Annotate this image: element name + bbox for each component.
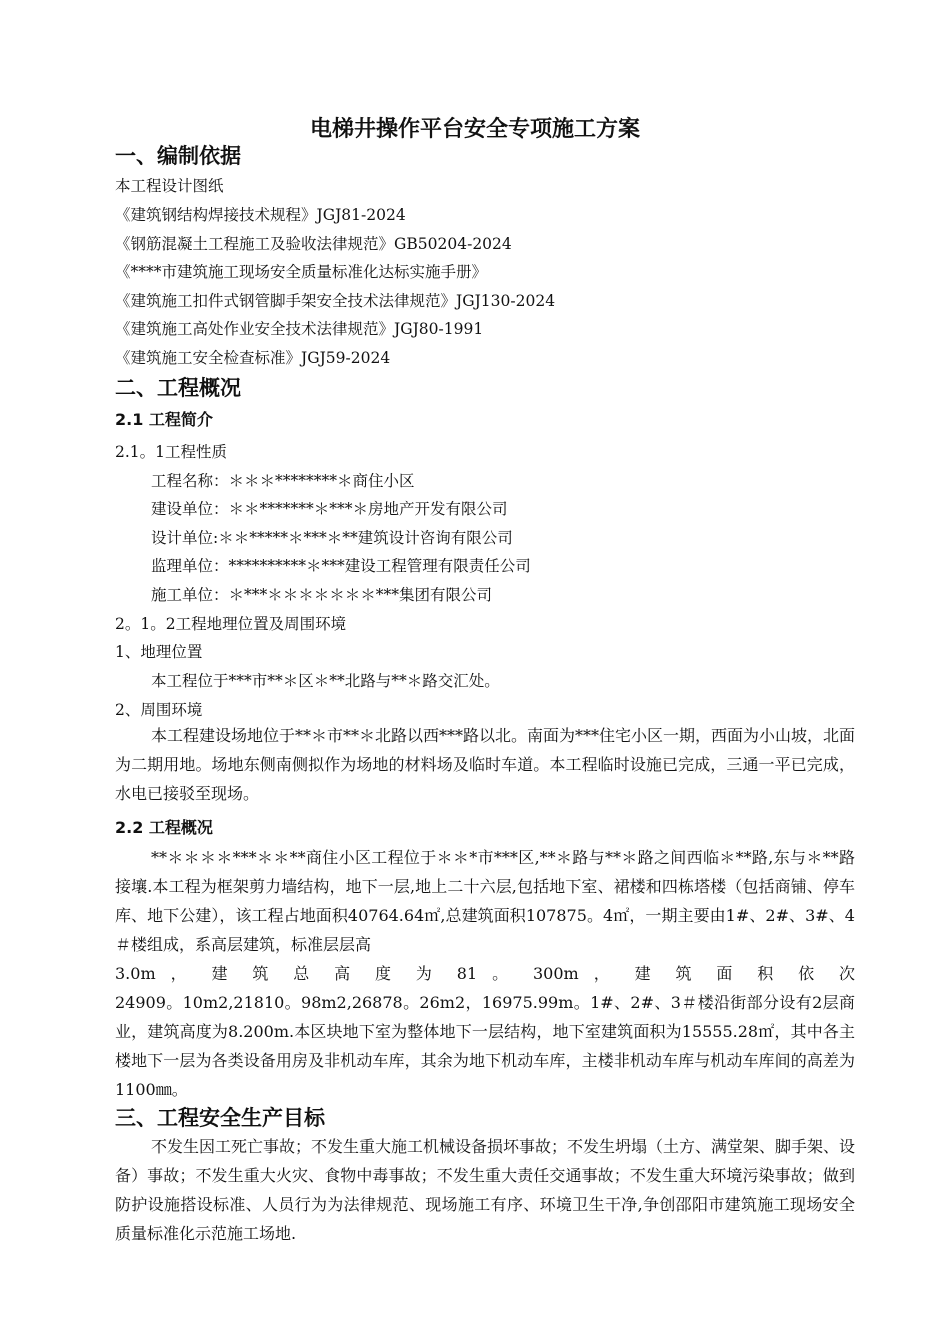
overview-paragraph-continued: 24909。10m2,21810。98m2,26878。26m2，16975.99m。1#、2#、3＃楼沿街部分设有2层商业，建筑高度为8.200m.本区块地下室为整体地下一层结构，地下室建筑面积为15555.28㎡，其中各主楼地下一层为各类设备用房及非机动车库，其余为地下机动车库，主楼非机动车库与机动车库间的高差为1100㎜。 bbox=[115, 993, 855, 1099]
unit-line: 设计单位:＊＊*****＊***＊**建筑设计咨询有限公司 bbox=[151, 529, 513, 547]
document-title: 电梯井操作平台安全专项施工方案 bbox=[309, 117, 640, 142]
basis-item: 《钢筋混凝土工程施工及验收法律规范》GB50204-2024 bbox=[115, 235, 512, 253]
basis-item: 《建筑施工扣件式钢管脚手架安全技术法律规范》JGJ130-2024 bbox=[115, 292, 556, 310]
subsection-label: 2.1。1工程性质 bbox=[115, 443, 228, 461]
overview-paragraph: **＊＊＊＊***＊＊**商住小区工程位于＊＊*市***区,**＊路与**＊路之间西临＊**路,东与＊**路接壤.本工程为框架剪力墙结构，地下一层,地上二十六层,包括地下室、裙楼和四栋塔楼（包括商铺、停车库、地下公建），该工程占地面积40764.64㎡,总建筑面积107875。4㎡，一期主要由1#、2#、3#、4＃楼组成，系高层建筑，标准层层高 bbox=[115, 848, 855, 954]
overview-spread-line: 3.0m ， 建 筑 总 高 度 为 81 。 300m ， 建 筑 面 积 依 次 bbox=[115, 964, 855, 983]
geo-text: 本工程位于***市**＊区＊**北路与**＊路交汇处。 bbox=[151, 672, 500, 690]
geo-label: 1、地理位置 bbox=[115, 643, 203, 661]
env-label: 2、周围环境 bbox=[115, 701, 203, 719]
section-heading-overview: 二、工程概况 bbox=[115, 376, 241, 400]
subsection-label: 2。1。2工程地理位置及周围环境 bbox=[115, 615, 347, 633]
basis-item: 《建筑施工安全检查标准》JGJ59-2024 bbox=[115, 349, 391, 367]
unit-line: 工程名称：＊＊＊********＊商住小区 bbox=[151, 472, 415, 490]
section-heading-basis: 一、编制依据 bbox=[115, 144, 241, 168]
basis-item: 《****市建筑施工现场安全质量标准化达标实施手册》 bbox=[115, 263, 488, 281]
unit-line: 监理单位：**********＊***建设工程管理有限责任公司 bbox=[151, 557, 531, 575]
unit-line: 施工单位：＊***＊＊＊＊＊＊＊***集团有限公司 bbox=[151, 586, 493, 604]
basis-item: 《建筑施工高处作业安全技术法律规范》JGJ80-1991 bbox=[115, 320, 484, 338]
unit-line: 建设单位：＊＊*******＊***＊房地产开发有限公司 bbox=[151, 500, 508, 518]
env-paragraph: 本工程建设场地位于**＊市**＊北路以西***路以北。南面为***住宅小区一期，西面为小山坡，北面为二期用地。场地东侧南侧拟作为场地的材料场及临时车道。本工程临时设施已完成，三通一平已完成，水电已接驳至现场。 bbox=[115, 726, 856, 803]
subsection-heading-intro: 2.1 工程简介 bbox=[115, 410, 213, 429]
section-heading-goals: 三、工程安全生产目标 bbox=[115, 1106, 325, 1130]
goals-paragraph: 不发生因工死亡事故；不发生重大施工机械设备损坏事故；不发生坍塌（土方、满堂架、脚手架、设备）事故；不发生重大火灾、食物中毒事故；不发生重大责任交通事故；不发生重大环境污染事故；做到防护设施搭设标准、人员行为为法律规范、现场施工有序、环境卫生干净,争创邵阳市建筑施工现场安全质量标准化示范施工场地. bbox=[115, 1137, 856, 1243]
basis-item: 《建筑钢结构焊接技术规程》JGJ81-2024 bbox=[115, 206, 406, 224]
subsection-heading-summary: 2.2 工程概况 bbox=[115, 818, 213, 837]
basis-item: 本工程设计图纸 bbox=[115, 177, 224, 195]
